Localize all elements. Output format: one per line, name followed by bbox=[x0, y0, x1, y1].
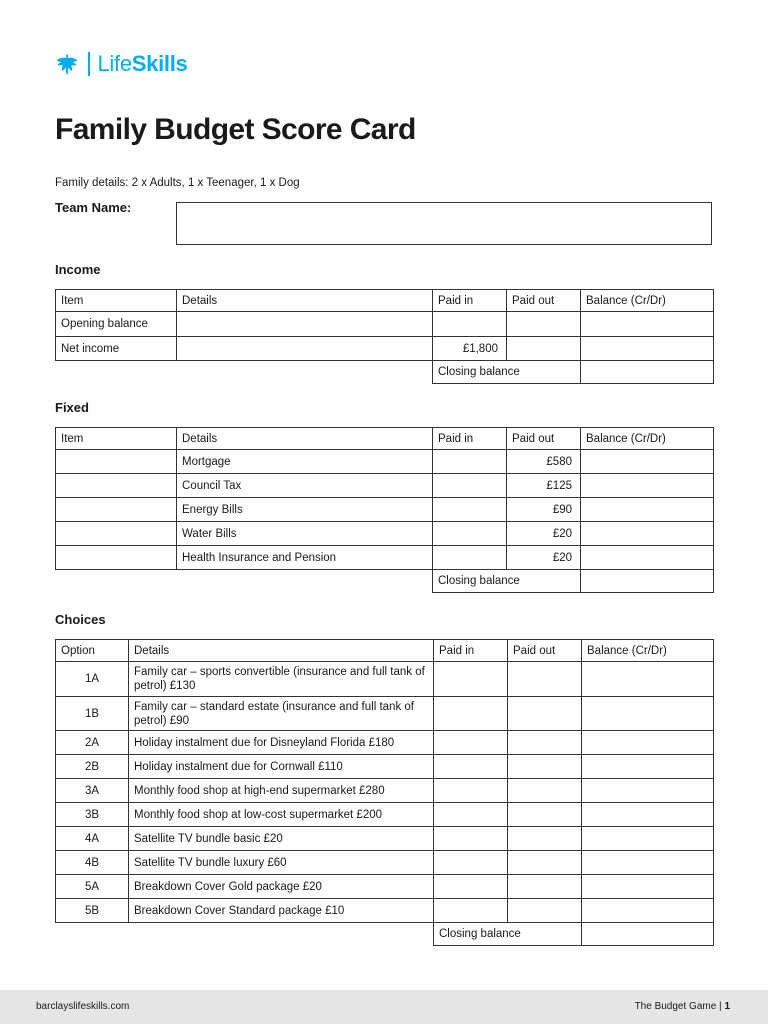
details-cell: Holiday instalment due for Cornwall £110 bbox=[129, 755, 434, 779]
item-cell[interactable] bbox=[56, 498, 177, 522]
option-cell: 5B bbox=[56, 899, 129, 923]
paid-out-cell[interactable] bbox=[508, 731, 582, 755]
paid-in-cell[interactable] bbox=[433, 498, 507, 522]
paid-out-cell: £90 bbox=[507, 498, 581, 522]
details-cell: Council Tax bbox=[177, 474, 433, 498]
column-header: Paid out bbox=[508, 640, 582, 662]
item-cell[interactable] bbox=[56, 450, 177, 474]
column-header: Option bbox=[56, 640, 129, 662]
paid-out-cell[interactable] bbox=[508, 827, 582, 851]
column-header: Details bbox=[177, 428, 433, 450]
table-row bbox=[56, 337, 714, 361]
paid-in-cell[interactable] bbox=[434, 875, 508, 899]
option-cell: 4A bbox=[56, 827, 129, 851]
table-row bbox=[56, 522, 714, 546]
balance-cell[interactable] bbox=[581, 474, 714, 498]
paid-in-cell[interactable] bbox=[433, 312, 507, 337]
details-cell: Breakdown Cover Standard package £10 bbox=[129, 899, 434, 923]
paid-out-cell[interactable] bbox=[508, 779, 582, 803]
details-cell: Health Insurance and Pension bbox=[177, 546, 433, 570]
option-cell: 3A bbox=[56, 779, 129, 803]
income-heading: Income bbox=[55, 262, 101, 277]
column-header: Details bbox=[177, 290, 433, 312]
paid-in-cell[interactable] bbox=[434, 697, 508, 731]
footer-page-info: The Budget Game | 1 bbox=[634, 1001, 730, 1012]
paid-in-cell[interactable] bbox=[434, 731, 508, 755]
table-row bbox=[56, 697, 714, 731]
balance-cell[interactable] bbox=[582, 851, 714, 875]
paid-out-cell[interactable] bbox=[508, 697, 582, 731]
column-header: Paid out bbox=[507, 290, 581, 312]
closing-balance-row bbox=[56, 570, 714, 593]
balance-cell[interactable] bbox=[581, 522, 714, 546]
closing-balance-cell[interactable] bbox=[581, 570, 714, 593]
balance-cell[interactable] bbox=[581, 546, 714, 570]
closing-balance-cell[interactable] bbox=[581, 361, 714, 384]
details-cell[interactable] bbox=[177, 312, 433, 337]
fixed-table bbox=[55, 427, 714, 593]
table-row bbox=[56, 755, 714, 779]
paid-in-cell[interactable] bbox=[434, 803, 508, 827]
paid-out-cell[interactable] bbox=[508, 899, 582, 923]
closing-balance-label: Closing balance bbox=[434, 923, 582, 946]
choices-table bbox=[55, 639, 714, 946]
table-row bbox=[56, 450, 714, 474]
lifeskills-logo bbox=[55, 50, 187, 78]
balance-cell[interactable] bbox=[581, 312, 714, 337]
balance-cell[interactable] bbox=[582, 697, 714, 731]
paid-out-cell: £125 bbox=[507, 474, 581, 498]
paid-out-cell[interactable] bbox=[508, 662, 582, 697]
family-details: Family details: 2 x Adults, 1 x Teenager, 1 x Dog bbox=[55, 177, 300, 189]
details-cell: Satellite TV bundle luxury £60 bbox=[129, 851, 434, 875]
team-name-field[interactable] bbox=[176, 202, 712, 245]
table-row bbox=[56, 312, 714, 337]
option-cell: 1A bbox=[56, 662, 129, 697]
option-cell: 5A bbox=[56, 875, 129, 899]
table-row bbox=[56, 899, 714, 923]
table-header-row bbox=[56, 290, 714, 312]
item-cell: Opening balance bbox=[56, 312, 177, 337]
balance-cell[interactable] bbox=[581, 337, 714, 361]
team-name-label: Team Name: bbox=[55, 200, 132, 215]
column-header: Details bbox=[129, 640, 434, 662]
paid-out-cell[interactable] bbox=[508, 755, 582, 779]
table-header-row bbox=[56, 428, 714, 450]
column-header: Balance (Cr/Dr) bbox=[582, 640, 714, 662]
table-row bbox=[56, 779, 714, 803]
paid-out-cell[interactable] bbox=[507, 312, 581, 337]
closing-balance-row bbox=[56, 361, 714, 384]
balance-cell[interactable] bbox=[581, 450, 714, 474]
column-header: Paid in bbox=[433, 428, 507, 450]
paid-in-cell[interactable] bbox=[434, 827, 508, 851]
details-cell: Monthly food shop at high-end supermarket £280 bbox=[129, 779, 434, 803]
item-cell[interactable] bbox=[56, 474, 177, 498]
fixed-heading: Fixed bbox=[55, 400, 89, 415]
paid-out-cell[interactable] bbox=[508, 851, 582, 875]
paid-out-cell: £20 bbox=[507, 522, 581, 546]
option-cell: 1B bbox=[56, 697, 129, 731]
details-cell[interactable] bbox=[177, 337, 433, 361]
table-row bbox=[56, 662, 714, 697]
column-header: Paid in bbox=[433, 290, 507, 312]
balance-cell[interactable] bbox=[582, 875, 714, 899]
paid-out-cell: £20 bbox=[507, 546, 581, 570]
balance-cell[interactable] bbox=[582, 755, 714, 779]
closing-balance-cell[interactable] bbox=[582, 923, 714, 946]
option-cell: 2A bbox=[56, 731, 129, 755]
choices-heading: Choices bbox=[55, 612, 106, 627]
details-cell: Mortgage bbox=[177, 450, 433, 474]
closing-balance-label: Closing balance bbox=[433, 361, 581, 384]
table-row bbox=[56, 474, 714, 498]
paid-in-cell: £1,800 bbox=[433, 337, 507, 361]
paid-in-cell[interactable] bbox=[434, 755, 508, 779]
paid-in-cell[interactable] bbox=[434, 851, 508, 875]
option-cell: 3B bbox=[56, 803, 129, 827]
balance-cell[interactable] bbox=[582, 899, 714, 923]
paid-in-cell[interactable] bbox=[433, 450, 507, 474]
balance-cell[interactable] bbox=[582, 779, 714, 803]
column-header: Paid in bbox=[434, 640, 508, 662]
page-title: Family Budget Score Card bbox=[55, 113, 416, 146]
paid-in-cell[interactable] bbox=[434, 899, 508, 923]
details-cell: Holiday instalment due for Disneyland Florida £180 bbox=[129, 731, 434, 755]
paid-in-cell[interactable] bbox=[433, 546, 507, 570]
column-header: Balance (Cr/Dr) bbox=[581, 290, 714, 312]
table-row bbox=[56, 875, 714, 899]
balance-cell[interactable] bbox=[581, 498, 714, 522]
item-cell[interactable] bbox=[56, 522, 177, 546]
balance-cell[interactable] bbox=[582, 827, 714, 851]
details-cell: Family car – sports convertible (insurance and full tank of petrol) £130 bbox=[129, 662, 434, 697]
column-header: Item bbox=[56, 290, 177, 312]
balance-cell[interactable] bbox=[582, 803, 714, 827]
details-cell: Breakdown Cover Gold package £20 bbox=[129, 875, 434, 899]
paid-in-cell[interactable] bbox=[433, 474, 507, 498]
table-row bbox=[56, 546, 714, 570]
paid-out-cell: £580 bbox=[507, 450, 581, 474]
paid-out-cell[interactable] bbox=[508, 803, 582, 827]
details-cell: Energy Bills bbox=[177, 498, 433, 522]
closing-balance-label: Closing balance bbox=[433, 570, 581, 593]
item-cell: Net income bbox=[56, 337, 177, 361]
details-cell: Family car – standard estate (insurance and full tank of petrol) £90 bbox=[129, 697, 434, 731]
balance-cell[interactable] bbox=[582, 662, 714, 697]
option-cell: 4B bbox=[56, 851, 129, 875]
details-cell: Water Bills bbox=[177, 522, 433, 546]
table-row bbox=[56, 731, 714, 755]
table-header-row bbox=[56, 640, 714, 662]
table-row bbox=[56, 827, 714, 851]
column-header: Item bbox=[56, 428, 177, 450]
option-cell: 2B bbox=[56, 755, 129, 779]
table-row bbox=[56, 803, 714, 827]
details-cell: Monthly food shop at low-cost supermarket £200 bbox=[129, 803, 434, 827]
paid-out-cell[interactable] bbox=[507, 337, 581, 361]
eagle-icon bbox=[55, 52, 79, 76]
item-cell[interactable] bbox=[56, 546, 177, 570]
paid-in-cell[interactable] bbox=[434, 779, 508, 803]
table-row bbox=[56, 851, 714, 875]
income-table bbox=[55, 289, 714, 384]
brand-name: LifeSkills bbox=[97, 51, 188, 76]
closing-balance-row bbox=[56, 923, 714, 946]
balance-cell[interactable] bbox=[582, 731, 714, 755]
paid-out-cell[interactable] bbox=[508, 875, 582, 899]
footer-website: barclayslifeskills.com bbox=[36, 1001, 130, 1012]
column-header: Balance (Cr/Dr) bbox=[581, 428, 714, 450]
table-row bbox=[56, 498, 714, 522]
logo-divider bbox=[88, 52, 90, 76]
column-header: Paid out bbox=[507, 428, 581, 450]
details-cell: Satellite TV bundle basic £20 bbox=[129, 827, 434, 851]
paid-in-cell[interactable] bbox=[433, 522, 507, 546]
paid-in-cell[interactable] bbox=[434, 662, 508, 697]
